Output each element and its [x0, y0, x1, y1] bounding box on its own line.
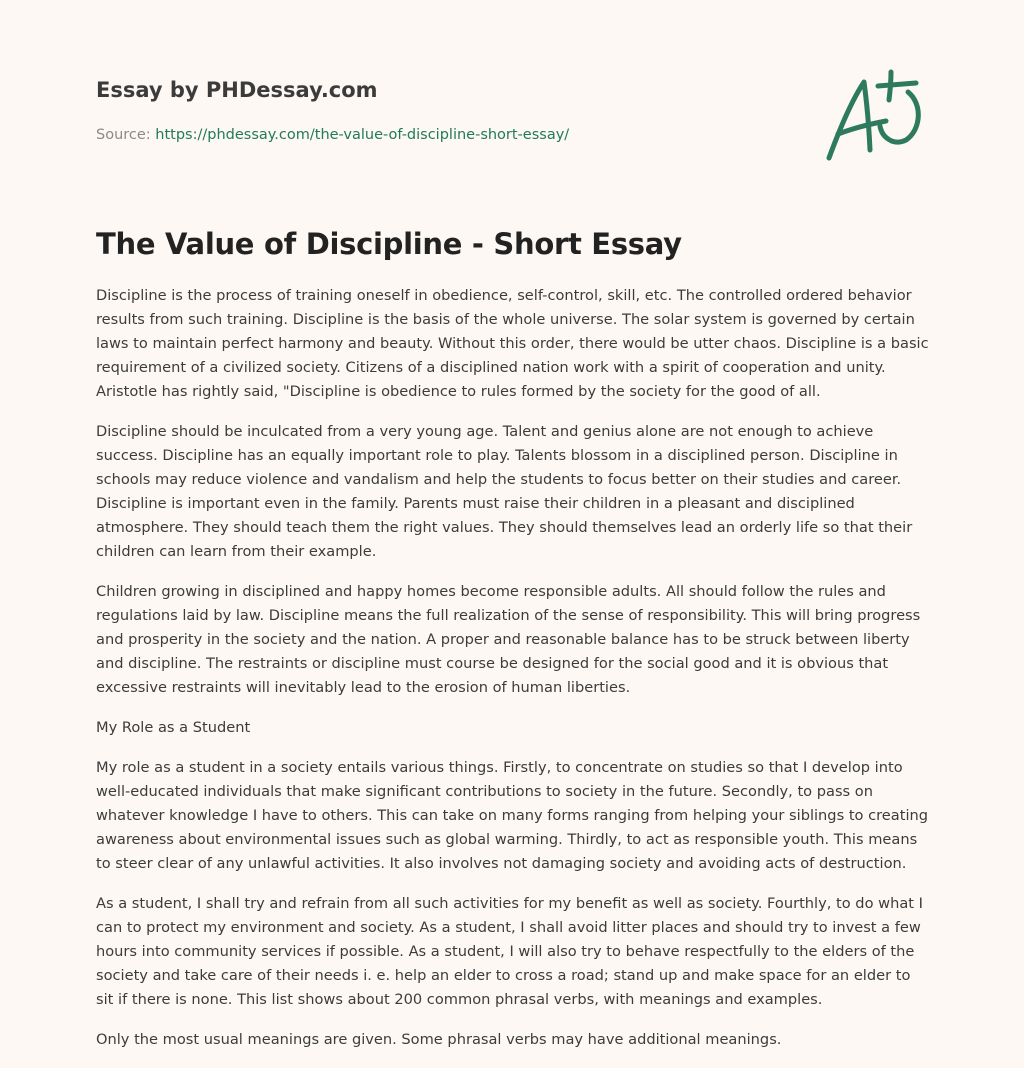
essay-subheading: My Role as a Student [96, 719, 251, 736]
logo-plus-horizontal [878, 83, 916, 86]
essay-body [96, 284, 932, 1068]
essay-paragraph: Children growing in disciplined and happy homes become responsible adults. All should follow the rules and regulations laid by law. Discipline means the full realization of the sense of responsibility. This will bring progress and prosperity in the society and the nation. A proper and reasonable balance has to be struck between liberty and discipline. The restraints or discipline must course be designed for the social good and it is obvious that excessive restraints will inevitably lead to the erosion of human liberties. [96, 583, 921, 696]
essay-paragraph: Discipline is the process of training oneself in obedience, self-control, skill, etc. The controlled ordered behavior results from such training. Discipline is the basis of the whole universe. The solar system is governed by certain laws to maintain perfect harmony and beauty. Without this order, there would be utter chaos. Discipline is a basic requirement of a civilized society. Citizens of a disciplined nation work with a spirit of cooperation and unity. Aristotle has rightly said, "Discipline is obedience to rules formed by the society for the good of all. [96, 287, 929, 400]
source-line [96, 125, 796, 145]
page-header [96, 76, 796, 145]
essay-title: The Value of Discipline - Short Essay [96, 227, 682, 261]
logo-hook [880, 92, 918, 142]
essay-paragraph: Discipline should be inculcated from a very young age. Talent and genius alone are not enough to achieve success. Discipline has an equally important role to play. Talents blossom in a disciplined person. Discipline in schools may reduce violence and vandalism and help the students to focus better on their studies and career. Discipline is important even in the family. Parents must raise their children in a pleasant and disciplined atmosphere. They should teach them the right values. They should themselves lead an orderly life so that their children can learn from their example. [96, 423, 913, 560]
essay-paragraph: My role as a student in a society entails various things. Firstly, to concentrate on studies so that I develop into well-educated individuals that make significant contributions to society in the future. Secondly, to pass on whatever knowledge I have to others. This can take on many forms ranging from helping your siblings to creating awareness about environmental issues such as global warming. Thirdly, to act as responsible youth. This means to steer clear of any unlawful activities. It also involves not damaging society and avoiding acts of destruction. [96, 759, 929, 872]
source-label: Source: [96, 127, 156, 143]
source-link[interactable]: https://phdessay.com/the-value-of-discipline-short-essay/ [155, 127, 570, 143]
essay-paragraph: As a student, I shall try and refrain from all such activities for my benefit as well as society. Fourthly, to do what I can to protect my environment and society. As a student, I shall avoid litter places and should try to invest a few hours into community services if possible. As a student, I will also try to behave respectfully to the elders of the society and take care of their needs i. e. help an elder to cross a road; stand up and make space for an elder to sit if there is none. This list shows about 200 common phrasal verbs, with meanings and examples. [96, 895, 923, 1008]
site-brand: Essay by PHDessay.com [96, 78, 378, 102]
logo-letter-a [829, 82, 870, 158]
a-plus-logo [820, 66, 930, 166]
essay-paragraph: Only the most usual meanings are given. Some phrasal verbs may have additional meanings. [96, 1031, 782, 1048]
